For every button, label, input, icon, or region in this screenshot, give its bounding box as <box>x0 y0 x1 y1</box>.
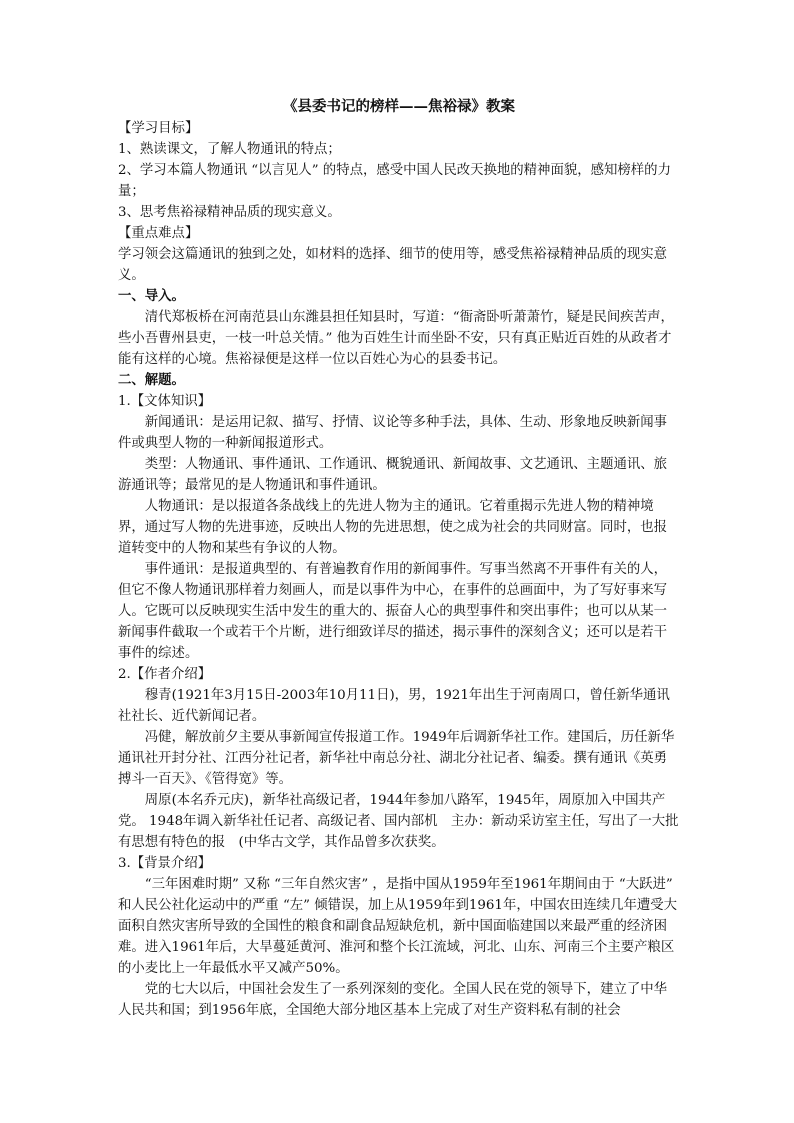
goal-item-3: 3、思考焦裕禄精神品质的现实意义。 <box>118 205 341 220</box>
lesson-plan-page <box>118 96 680 1021</box>
genre-paragraph: 新闻通讯：是运用记叙、描写、抒情、议论等多种手法，具体、生动、形象地反映新闻事件或典型人物的一种新闻报道形式。 <box>118 415 668 451</box>
section-intro-text: 清代郑板桥在河南范县山东潍县担任知县时，写道：“衙斋卧听萧萧竹，疑是民间疾苦声，些小吾曹州县吏，一枝一叶总关情。” 他为百姓生计而坐卧不安，只有真正贴近百姓的从政者才能有这样的心境。焦裕禄便是这样一位以百姓心为心的县委书记。 <box>118 310 674 367</box>
author-paragraph: 穆青(1921年3月15日-2003年10月11日)，男，1921年出生于河南周口，曾任新华通讯社社长、近代新闻记者。 <box>118 688 670 724</box>
section-topic-heading: 二、解题。 <box>118 372 185 388</box>
author-paragraph: 冯健，解放前夕主要从事新闻宣传报道工作。1949年后调新华社工作。建国后，历任新华通讯社开封分社、江西分社记者，新华社中南总分社、湖北分社记者、编委。撰有通讯《英勇搏斗一百天》、《管得宽》等。 <box>118 730 675 787</box>
key-points-heading: 【重点难点】 <box>118 226 199 241</box>
goals-heading: 【学习目标】 <box>118 121 199 136</box>
background-heading: 3.【背景介绍】 <box>118 856 212 871</box>
genre-paragraph: 人物通讯：是以报道各条战线上的先进人物为主的通讯。它着重揭示先进人物的精神境界，通过写人物的先进事迹，反映出人物的先进思想，使之成为社会的共同财富。同时，也报道转变中的人物和某些有争议的人物。 <box>118 499 668 556</box>
background-paragraph: “三年困难时期” 又称 “三年自然灾害” ，是指中国从1959年至1961年期间由于 “大跃进” 和人民公社化运动中的严重 “左” 倾错误，加上从1959年到1961年，中国农田连续几年遭受大面积自然灾害所导致的全国性的粮食和副食品短缺危机，新中国面临建国以来最严重的经济困难。进入1961年后，大旱蔓延黄河、淮河和整个长江流域，河北、山东、河南三个主要产粮区的小麦比上一年最低水平又减产50%。 <box>118 877 678 976</box>
key-points-text: 学习领会这篇通讯的独到之处，如材料的选择、细节的使用等，感受焦裕禄精神品质的现实意义。 <box>118 247 668 283</box>
genre-knowledge-heading: 1.【文体知识】 <box>118 394 212 409</box>
document-title: 《县委书记的榜样——焦裕禄》教案 <box>283 98 515 115</box>
goal-item-2: 2、学习本篇人物通讯 “以言见人” 的特点，感受中国人民改天换地的精神面貌，感知榜样的力量； <box>118 163 671 199</box>
genre-paragraph: 事件通讯：是报道典型的、有普遍教育作用的新闻事件。写事当然离不开事件有关的人，但它不像人物通讯那样着力刻画人，而是以事件为中心，在事件的总画面中，为了写好事来写人。它既可以反映现实生活中发生的重大的、振奋人心的典型事件和突出事件；也可以从某一新闻事件截取一个或若干个片断，进行细致详尽的描述，揭示事件的深刻含义；还可以是若干事件的综述。 <box>118 562 668 661</box>
section-intro-heading: 一、导入。 <box>118 288 185 304</box>
background-paragraph: 党的七大以后，中国社会发生了一系列深刻的变化。全国人民在党的领导下，建立了中华人民共和国；到1956年底，全国绝大部分地区基本上完成了对生产资料私有制的社会 <box>118 982 668 1018</box>
author-heading: 2.【作者介绍】 <box>118 667 212 682</box>
goal-item-1: 1、熟读课文，了解人物通讯的特点； <box>118 142 341 157</box>
genre-paragraph: 类型：人物通讯、事件通讯、工作通讯、概貌通讯、新闻故事、文艺通讯、主题通讯、旅游通讯等；最常见的是人物通讯和事件通讯。 <box>118 457 668 493</box>
author-paragraph: 周原(本名乔元庆)，新华社高级记者，1944年参加八路军，1945年，周原加入中国共产党。 1948年调入新华社任记者、高级记者、国内部机 主办：新动采访室主任，写出了一大批有思想有特色的报 (中华古文学，其作品曾多次获奖。 <box>118 793 679 850</box>
